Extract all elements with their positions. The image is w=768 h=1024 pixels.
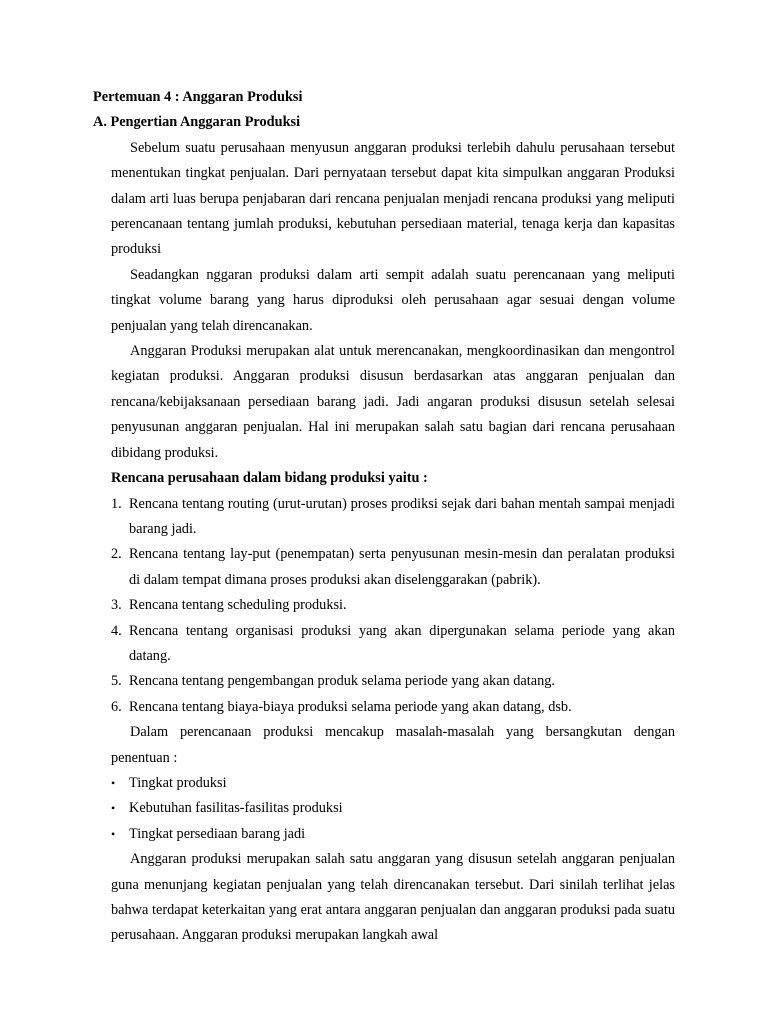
list-item	[93, 492, 675, 543]
bullet-icon: •	[111, 826, 116, 841]
paragraph-2: Seadangkan nggaran produksi dalam arti sempit adalah suatu perencanaan yang meliputi tingkat volume barang yang harus diproduksi oleh perusahaan agar sesuai dengan volume penjualan yang telah direncanakan.	[111, 266, 675, 334]
list-item	[93, 669, 675, 694]
plan-list	[93, 492, 675, 721]
planning-block	[111, 720, 675, 771]
section-heading: A. Pengertian Anggaran Produksi	[93, 114, 301, 131]
list-item-text: Rencana tentang pengembangan produk selama periode yang akan datang.	[129, 673, 555, 690]
list-item-text: Rencana tentang scheduling produksi.	[129, 597, 347, 614]
list-number: 4.	[111, 622, 122, 639]
meeting-title: Pertemuan 4 : Anggaran Produksi	[93, 89, 303, 105]
planning-paragraph: Dalam perencanaan produksi mencakup masalah-masalah yang bersangkutan dengan penentuan :	[111, 724, 675, 766]
list-item-text: Rencana tentang routing (urut-urutan) proses prodiksi sejak dari bahan mentah sampai menjadi barang jadi.	[129, 495, 675, 537]
bullet-icon: •	[111, 801, 116, 816]
list-item-text: Rencana tentang biaya-biaya produksi selama periode yang akan datang, dsb.	[129, 698, 572, 715]
bullet-list	[93, 771, 675, 847]
list-number: 1.	[111, 495, 122, 512]
list-number: 3.	[111, 597, 122, 614]
list-item-text: Kebutuhan fasilitas-fasilitas produksi	[129, 800, 343, 817]
list-item	[93, 796, 675, 821]
list-item	[93, 822, 675, 847]
plan-heading: Rencana perusahaan dalam bidang produksi yaitu :	[111, 470, 428, 487]
bullet-icon: •	[111, 775, 116, 790]
list-item	[93, 542, 675, 593]
list-item-text: Rencana tentang organisasi produksi yang akan dipergunakan selama periode yang akan datang.	[129, 622, 675, 664]
list-item-text: Tingkat produksi	[129, 774, 227, 791]
list-number: 6.	[111, 698, 122, 715]
body-paragraphs	[111, 136, 675, 466]
closing-paragraph: Anggaran produksi merupakan salah satu anggaran yang disusun setelah anggaran penjualan guna menunjang kegiatan penjualan yang telah direncanakan tersebut. Dari sinilah terlihat jelas bahwa terdapat keterkaitan yang erat antara anggaran penjualan dan anggaran produksi pada suatu perusahaan. Anggaran produksi merupakan langkah awal	[111, 851, 675, 944]
paragraph-1: Sebelum suatu perusahaan menyusun anggaran produksi terlebih dahulu perusahaan tersebut menentukan tingkat penjualan. Dari pernyataan tersebut dapat kita simpulkan anggaran Produksi dalam arti luas berupa penjabaran dari rencana penjualan menjadi rencana produksi yang meliputi perencanaan tentang jumlah produksi, kebutuhan persediaan material, tenaga kerja dan kapasitas produksi	[111, 139, 675, 258]
list-item	[93, 695, 675, 720]
list-item	[93, 593, 675, 618]
list-item	[93, 771, 675, 796]
list-number: 5.	[111, 673, 122, 690]
document-page	[93, 85, 675, 949]
list-item-text: Rencana tentang lay-put (penempatan) serta penyusunan mesin-mesin dan peralatan produksi di dalam tempat dimana proses produksi akan diselenggarakan (pabrik).	[129, 546, 675, 588]
list-item	[93, 619, 675, 670]
list-number: 2.	[111, 546, 122, 563]
paragraph-3: Anggaran Produksi merupakan alat untuk merencanakan, mengkoordinasikan dan mengontrol kegiatan produksi. Anggaran produksi disusun berdasarkan atas anggaran penjualan dan rencana/kebijaksanaan persediaan barang jadi. Jadi angaran produksi disusun setelah selesai penyusunan anggaran penjualan. Hal ini merupakan salah satu bagian dari rencana perusahaan dibidang produksi.	[111, 343, 675, 461]
closing-block	[111, 847, 675, 949]
list-item-text: Tingkat persediaan barang jadi	[129, 825, 306, 842]
